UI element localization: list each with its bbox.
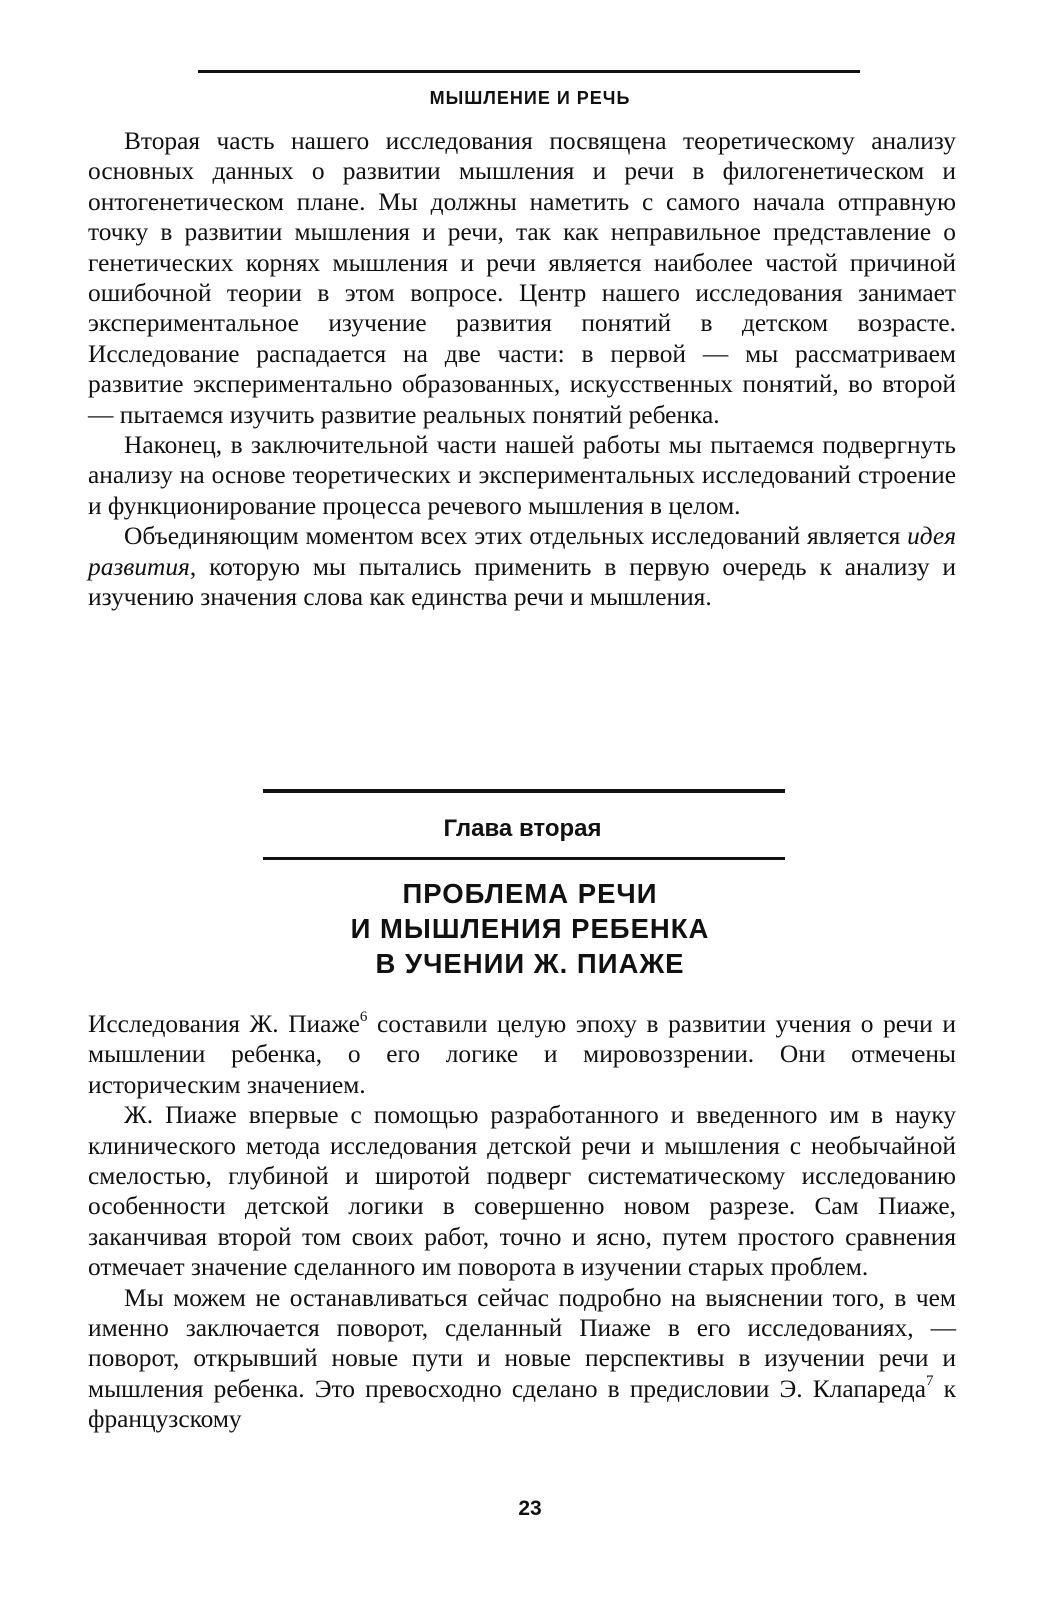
chapter-rule-top xyxy=(263,789,785,793)
running-head: МЫШЛЕНИЕ И РЕЧЬ xyxy=(429,88,631,108)
intro-paragraph-3 xyxy=(88,521,956,612)
intro-p3-italic: идея развития xyxy=(88,522,956,581)
intro-p3-after: , которую мы пытались применить в первую очередь к анализу и изучению значения слова как единства речи и мышления. xyxy=(88,552,956,612)
top-rule xyxy=(198,70,860,73)
footnote-ref-7: 7 xyxy=(926,1373,934,1390)
chapter-title-line-1: ПРОБЛЕМА РЕЧИ xyxy=(402,878,658,909)
chapter-p1-before: Исследования Ж. Пиаже xyxy=(88,1010,360,1038)
footnote-ref-6: 6 xyxy=(359,1008,368,1025)
chapter-p1-after: составили целую эпоху в развитии учения о речи и мышлении ребенка, о его логике и мировоззрении. Они отмечены историческим значением. xyxy=(88,1010,956,1099)
chapter-paragraph-2: Ж. Пиаже впервые с помощью разработанного и введенного им в науку клинического метода исследования детской речи и мышления с необычайной смелостью, глубиной и широтой подверг систематическому исследованию особенности детской логики в совершенно новом разрезе. Сам Пиаже, заканчивая второй том своих работ, точно и ясно, путем простого сравнения отмечает значение сделанного им поворота в изучении старых проблем. xyxy=(88,1101,956,1282)
intro-paragraph-1: Вторая часть нашего исследования посвящена теоретическому анализу основных данных о развитии мышления и речи в филогенетическом и онтогенетическом плане. Мы должны наметить с самого начала отправную точку в развитии мышления и речи, так как неправильное представление о генетических корнях мышления и речи является наиболее частой причиной ошибочной теории в этом вопросе. Центр нашего исследования занимает экспериментальное изучение развития понятий в детском возрасте. Исследование распадается на две части: в первой — мы рассматриваем развитие экспериментально образованных, искусственных понятий, во второй — пытаемся изучить развитие реальных понятий ребенка. xyxy=(88,127,956,429)
chapter-title-line-3: В УЧЕНИИ Ж. ПИАЖЕ xyxy=(375,948,685,979)
chapter-text xyxy=(88,1009,956,1435)
page-number: 23 xyxy=(518,1497,542,1520)
chapter-p3-before: Мы можем не останавливаться сейчас подробно на выяснении того, в чем именно заключается поворот, сделанный Пиаже в его исследованиях, — поворот, открывший новые пути и новые перспективы в изучении речи и мышления ребенка. Это превосходно сделано в предисловии Э. Клапареда xyxy=(88,1283,956,1403)
intro-paragraph-2: Наконец, в заключительной части нашей работы мы пытаемся подвергнуть анализу на основе теоретических и экспериментальных исследований строение и функционирование процесса речевого мышления в целом. xyxy=(88,431,956,520)
intro-text xyxy=(88,126,956,613)
intro-p3-before: Объединяющим моментом всех этих отдельных исследований является xyxy=(124,522,908,551)
chapter-p3-after: к французскому xyxy=(88,1374,956,1434)
chapter-rule-bottom xyxy=(263,857,785,860)
chapter-paragraph-3 xyxy=(88,1283,956,1435)
chapter-label: Глава вторая xyxy=(443,815,602,842)
chapter-paragraph-1 xyxy=(88,1009,956,1100)
chapter-title-line-2: И МЫШЛЕНИЯ РЕБЕНКА xyxy=(350,913,710,944)
chapter-title xyxy=(200,876,860,981)
